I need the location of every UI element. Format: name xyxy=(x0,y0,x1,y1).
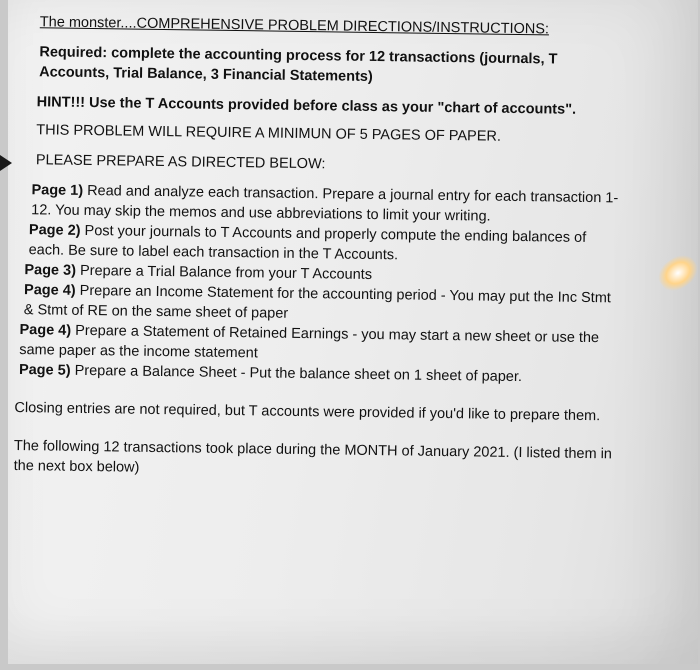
direction-text: Prepare a Trial Balance from your T Accounts xyxy=(79,262,373,283)
prepare-heading: PLEASE PREPARE AS DIRECTED BELOW: xyxy=(35,152,326,173)
direction-text: Post your journals to T Accounts and properly compute the ending balances of each. Be sure to label each transaction in the T Accounts. xyxy=(28,222,587,264)
pages-requirement-text: THIS PROBLEM WILL REQUIRE A MINIMUN OF 5 PAGES OF PAPER. xyxy=(36,122,502,145)
direction-label: Page 4) xyxy=(24,282,76,299)
direction-label: Page 4) xyxy=(19,322,72,339)
closing-note: Closing entries are not required, but T accounts were provided if you'd like to prepare them. xyxy=(14,399,601,425)
direction-label: Page 5) xyxy=(18,362,71,379)
pointer-cursor-icon xyxy=(0,155,12,171)
direction-text: Read and analyze each transaction. Prepare a journal entry for each transaction 1-12. You may skip the memos and use abbreviations to limit your writing. xyxy=(31,182,619,225)
direction-text: Prepare a Statement of Retained Earnings - you may start a new sheet or use the same paper as the income statement xyxy=(19,322,600,362)
page-directions-list xyxy=(13,180,626,388)
direction-label: Page 3) xyxy=(24,262,77,279)
document-title: The monster....COMPREHENSIVE PROBLEM DIRECTIONS/INSTRUCTIONS: xyxy=(39,14,550,38)
direction-text: Prepare an Income Statement for the accounting period - You may put the Inc Stmt & Stmt of RE on the same sheet of paper xyxy=(23,282,611,322)
direction-label: Page 1) xyxy=(31,182,84,199)
direction-text: Prepare a Balance Sheet - Put the balance sheet on 1 sheet of paper. xyxy=(74,362,523,386)
hint-text: HINT!!! Use the T Accounts provided before class as your "chart of accounts". xyxy=(36,94,577,118)
direction-label: Page 2) xyxy=(28,222,81,239)
transactions-note: The following 12 transactions took place during the MONTH of January 2021. (I listed them in the next box below) xyxy=(13,437,613,476)
instructions-content xyxy=(12,12,628,484)
required-text: Required: complete the accounting process for 12 transactions (journals, T Accounts, Trial Balance, 3 Financial Statements) xyxy=(39,44,558,85)
